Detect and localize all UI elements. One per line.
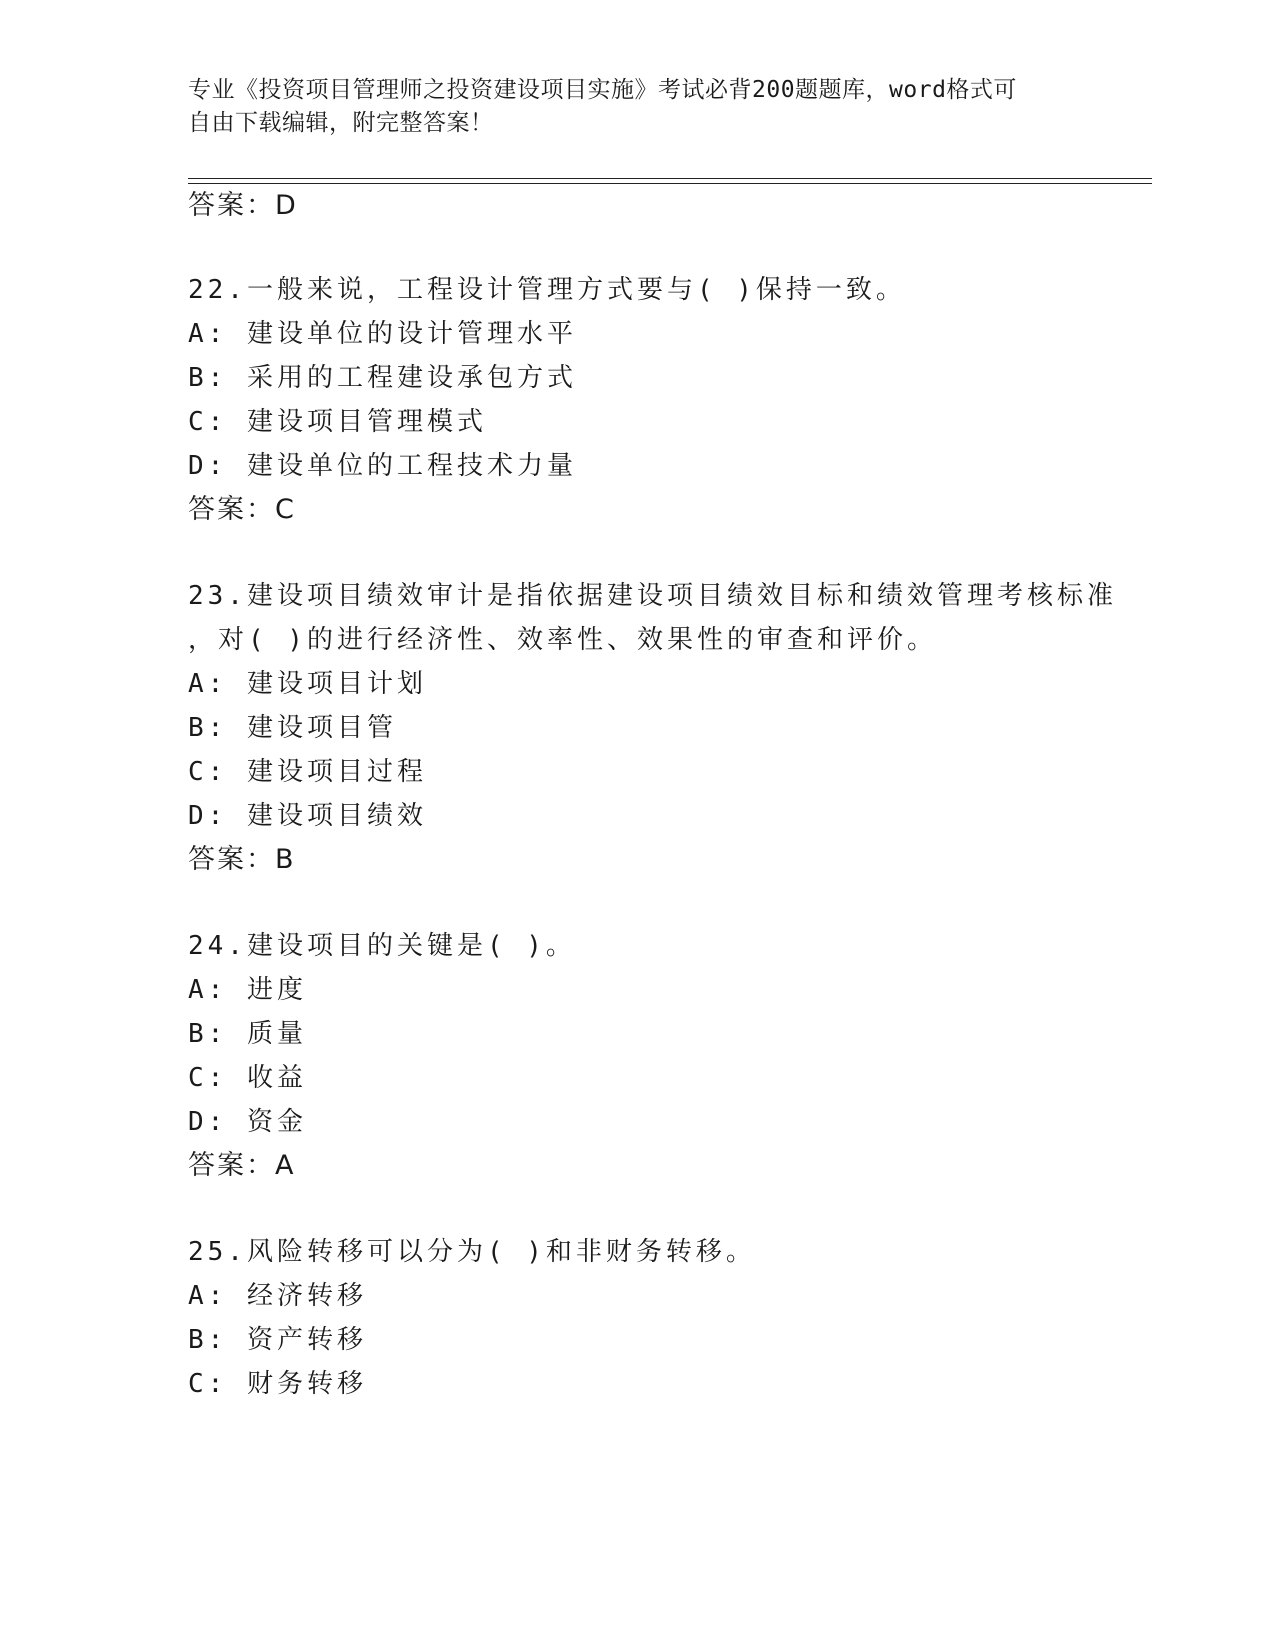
answer-line: 答案：C xyxy=(188,494,296,525)
option-a: A: 进度 xyxy=(188,975,307,1005)
option-b: B: 建设项目管 xyxy=(188,713,397,743)
document-header xyxy=(188,74,1088,140)
option-a: A: 经济转移 xyxy=(188,1281,367,1311)
option-c: C: 建设项目过程 xyxy=(188,757,427,787)
question-stem: 25.风险转移可以分为( )和非财务转移。 xyxy=(188,1237,756,1267)
question-stem: 24.建设项目的关键是( )。 xyxy=(188,931,576,961)
header-divider-top xyxy=(188,178,1152,179)
question-stem: 22.一般来说，工程设计管理方式要与( )保持一致。 xyxy=(188,275,906,305)
option-b: B: 采用的工程建设承包方式 xyxy=(188,363,577,393)
option-b: B: 资产转移 xyxy=(188,1325,367,1355)
header-line-1: 专业《投资项目管理师之投资建设项目实施》考试必背200题题库，word格式可 xyxy=(188,77,1017,103)
header-divider-bottom xyxy=(188,183,1152,184)
answer-line: 答案：B xyxy=(188,844,296,875)
option-d: D: 资金 xyxy=(188,1107,307,1137)
answer-line: 答案：D xyxy=(188,190,298,221)
option-c: C: 收益 xyxy=(188,1063,307,1093)
option-d: D: 建设项目绩效 xyxy=(188,801,427,831)
option-a: A: 建设项目计划 xyxy=(188,669,427,699)
answer-line: 答案：A xyxy=(188,1150,296,1181)
option-b: B: 质量 xyxy=(188,1019,307,1049)
option-c: C: 财务转移 xyxy=(188,1369,367,1399)
option-d: D: 建设单位的工程技术力量 xyxy=(188,451,577,481)
option-a: A: 建设单位的设计管理水平 xyxy=(188,319,577,349)
question-stem-continued: ，对( )的进行经济性、效率性、效果性的审查和评价。 xyxy=(188,625,937,655)
question-stem: 23.建设项目绩效审计是指依据建设项目绩效目标和绩效管理考核标准 xyxy=(188,581,1117,611)
option-c: C: 建设项目管理模式 xyxy=(188,407,487,437)
header-line-2: 自由下载编辑，附完整答案！ xyxy=(188,110,494,136)
